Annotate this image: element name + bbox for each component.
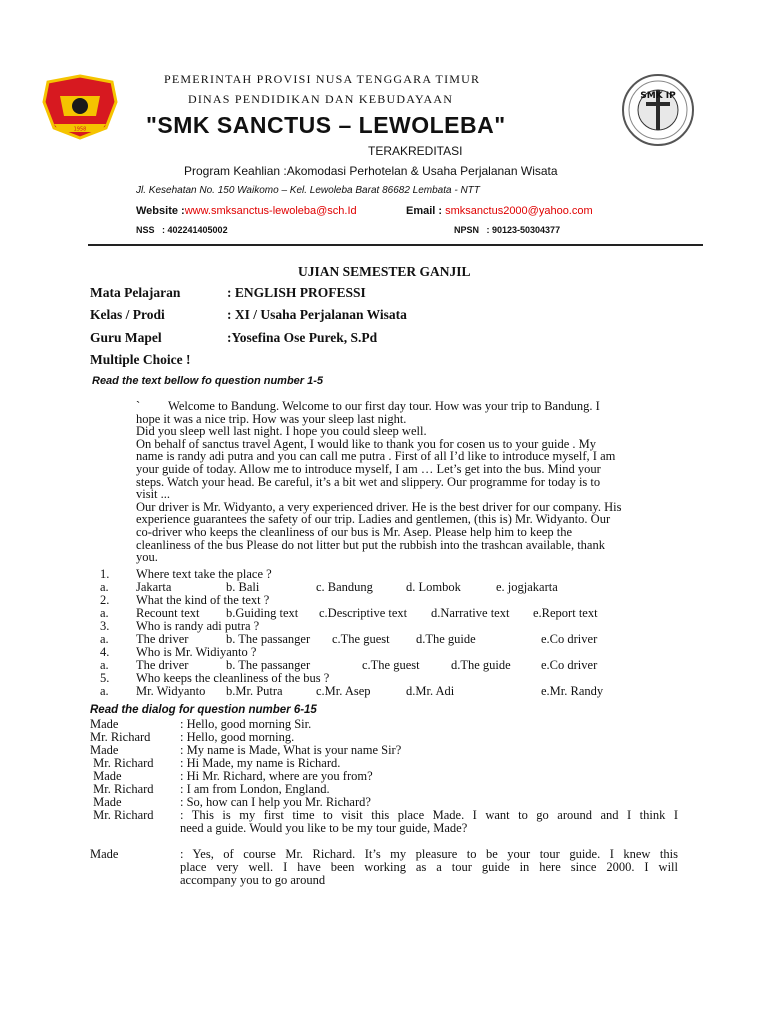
dialog-text: : Hi Made, my name is Richard. bbox=[180, 756, 341, 770]
option-b[interactable]: b. Bali bbox=[226, 580, 260, 594]
dialog-text: accompany you to go around bbox=[180, 873, 326, 887]
dialog-text: : I am from London, England. bbox=[180, 782, 330, 796]
website-label: Website : bbox=[136, 205, 185, 217]
question-number: 1. bbox=[100, 567, 110, 581]
dialog-text: place very well. I have been working as a tour guide in here since 2000. I will bbox=[180, 860, 678, 874]
address-line: Jl. Kesehatan No. 150 Waikomo – Kel. Lewoleba Barat 86682 Lembata - NTT bbox=[136, 185, 480, 196]
option-e[interactable]: e. jogjakarta bbox=[496, 580, 558, 594]
dialog-speaker: Made bbox=[90, 769, 122, 783]
option-b[interactable]: b. The passanger bbox=[226, 658, 311, 672]
question-text: Where text take the place ? bbox=[136, 567, 272, 581]
govt-line: PEMERINTAH PROVISI NUSA TENGGARA TIMUR bbox=[164, 72, 481, 86]
option-c[interactable]: c.The guest bbox=[332, 632, 390, 646]
option-e[interactable]: e.Co driver bbox=[541, 658, 598, 672]
school-name: "SMK SANCTUS – LEWOLEBA" bbox=[146, 112, 506, 138]
passage-line: Our driver is Mr. Widyanto, a very experienced driver. He is the best driver for our company. His bbox=[136, 499, 622, 514]
header-divider bbox=[88, 244, 703, 246]
option-a[interactable]: Jakarta bbox=[136, 580, 172, 594]
option-letter: a. bbox=[100, 684, 109, 698]
logo-text: SMK IP bbox=[640, 91, 676, 101]
dialog-text: : So, how can I help you Mr. Richard? bbox=[180, 795, 371, 809]
dialog-text: need a guide. Would you like to be my tour guide, Made? bbox=[180, 821, 468, 835]
dialog-text: : My name is Made, What is your name Sir? bbox=[180, 743, 402, 757]
option-letter: a. bbox=[100, 580, 109, 594]
instruction-dialog: Read the dialog for question number 6-15 bbox=[90, 704, 317, 716]
option-e[interactable]: e.Mr. Randy bbox=[541, 684, 604, 698]
website-link[interactable]: www.smksanctus-lewoleba@sch.Id bbox=[184, 205, 357, 217]
section-title: Multiple Choice ! bbox=[90, 352, 191, 367]
value-teacher: :Yosefina Ose Purek, S.Pd bbox=[227, 330, 378, 345]
website-row bbox=[136, 205, 357, 217]
option-letter: a. bbox=[100, 606, 109, 620]
province-logo bbox=[40, 72, 120, 142]
option-a[interactable]: Mr. Widyanto bbox=[136, 684, 206, 698]
email-row bbox=[406, 205, 593, 217]
question-text: Who keeps the cleanliness of the bus ? bbox=[136, 671, 330, 685]
dept-line: DINAS PENDIDIKAN DAN KEBUDAYAAN bbox=[188, 92, 454, 106]
dialog-text: : Hello, good morning Sir. bbox=[180, 717, 312, 731]
option-letter: a. bbox=[100, 658, 109, 672]
passage-line: visit ... bbox=[136, 487, 171, 502]
accreditation: TERAKREDITASI bbox=[368, 144, 463, 158]
email-label: Email : bbox=[406, 205, 446, 217]
passage-line: cleanliness of the bus Please do not litter but put the rubbish into the trashcan available, thank bbox=[136, 537, 605, 552]
dialog-speaker: Mr. Richard bbox=[90, 756, 154, 770]
question-text: What the kind of the text ? bbox=[136, 593, 270, 607]
passage-line: ` Welcome to Bandung. Welcome to our first day tour. How was your trip to Bandung. I bbox=[136, 399, 600, 413]
email-link[interactable]: smksanctus2000@yahoo.com bbox=[445, 205, 593, 217]
question-number: 5. bbox=[100, 671, 110, 685]
option-d[interactable]: d.The guide bbox=[416, 632, 476, 646]
value-class: : XI / Usaha Perjalanan Wisata bbox=[227, 307, 407, 322]
school-logo bbox=[618, 72, 698, 148]
passage-line: On behalf of sanctus travel Agent, I would like to thank you for cosen us to your guide . My bbox=[136, 436, 596, 451]
option-c[interactable]: c.Mr. Asep bbox=[316, 684, 371, 698]
question-number: 3. bbox=[100, 619, 110, 633]
option-b[interactable]: b.Guiding text bbox=[226, 606, 299, 620]
exam-title: UJIAN SEMESTER GANJIL bbox=[298, 264, 471, 279]
dialog-speaker: Made bbox=[90, 743, 119, 757]
option-a[interactable]: The driver bbox=[136, 632, 189, 646]
dialog-text: : This is my first time to visit this place Made. I want to go around and I think I bbox=[180, 808, 678, 822]
dialog-speaker: Made bbox=[90, 795, 122, 809]
option-d[interactable]: d.Narrative text bbox=[431, 606, 510, 620]
option-b[interactable]: b. The passanger bbox=[226, 632, 311, 646]
question-number: 4. bbox=[100, 645, 110, 659]
program-line: Program Keahlian :Akomodasi Perhotelan & Usaha Perjalanan Wisata bbox=[184, 164, 558, 178]
passage-line: you. bbox=[136, 550, 158, 565]
option-c[interactable]: c.The guest bbox=[362, 658, 420, 672]
label-subject: Mata Pelajaran bbox=[90, 285, 181, 300]
option-d[interactable]: d.Mr. Adi bbox=[406, 684, 455, 698]
option-e[interactable]: e.Report text bbox=[533, 606, 598, 620]
dialog-speaker: Made bbox=[90, 717, 119, 731]
option-d[interactable]: d. Lombok bbox=[406, 580, 461, 594]
passage bbox=[136, 400, 696, 564]
passage-line: name is randy adi putra and you can call me putra . First of all I’d like to introduce myself, I am bbox=[136, 449, 616, 464]
passage-line: co-driver who keeps the cleanliness of our bus is Mr. Asep. Please help him to keep the bbox=[136, 524, 573, 539]
dialog-speaker: Made bbox=[90, 847, 119, 861]
passage-line: your guide of today. Allow me to introduce myself, I am … Let’s get into the bus. Mind your bbox=[136, 461, 601, 476]
passage-line: hope it was a nice trip. How was your sleep last night. bbox=[136, 411, 407, 426]
dialog-text: : Hello, good morning. bbox=[180, 730, 295, 744]
passage-line: Did you sleep well last night. I hope you could sleep well. bbox=[136, 424, 427, 439]
dialog-text: : Hi Mr. Richard, where are you from? bbox=[180, 769, 373, 783]
nss: NSS : 402241405002 bbox=[136, 225, 228, 235]
option-d[interactable]: d.The guide bbox=[451, 658, 511, 672]
dialog-speaker: Mr. Richard bbox=[90, 808, 154, 822]
option-a[interactable]: The driver bbox=[136, 658, 189, 672]
value-subject: : ENGLISH PROFESSI bbox=[227, 285, 366, 300]
dialog-text: : Yes, of course Mr. Richard. It’s my pleasure to be your tour guide. I knew this bbox=[180, 847, 678, 861]
option-e[interactable]: e.Co driver bbox=[541, 632, 598, 646]
question-text: Who is Mr. Widiyanto ? bbox=[136, 645, 257, 659]
instruction-passage: Read the text bellow fo question number 1-5 bbox=[92, 375, 324, 387]
option-letter: a. bbox=[100, 632, 109, 646]
npsn: NPSN : 90123-50304377 bbox=[454, 225, 561, 235]
option-c[interactable]: c. Bandung bbox=[316, 580, 373, 594]
dialog-speaker: Mr. Richard bbox=[90, 730, 151, 744]
question-text: Who is randy adi putra ? bbox=[136, 619, 260, 633]
option-c[interactable]: c.Descriptive text bbox=[319, 606, 408, 620]
label-class: Kelas / Prodi bbox=[90, 307, 165, 322]
question-number: 2. bbox=[100, 593, 110, 607]
option-b[interactable]: b.Mr. Putra bbox=[226, 684, 283, 698]
dialog-speaker: Mr. Richard bbox=[90, 782, 154, 796]
label-teacher: Guru Mapel bbox=[90, 330, 162, 345]
logo-year: 1958 bbox=[73, 126, 87, 133]
option-a[interactable]: Recount text bbox=[136, 606, 200, 620]
passage-line: steps. Watch your head. Be careful, it’s a bit wet and slippery. Our programme for today is to bbox=[136, 474, 601, 489]
passage-line: experience guarantees the safety of our trip. Ladies and gentlemen, (this is) Mr. Widyanto. Our bbox=[136, 512, 611, 527]
